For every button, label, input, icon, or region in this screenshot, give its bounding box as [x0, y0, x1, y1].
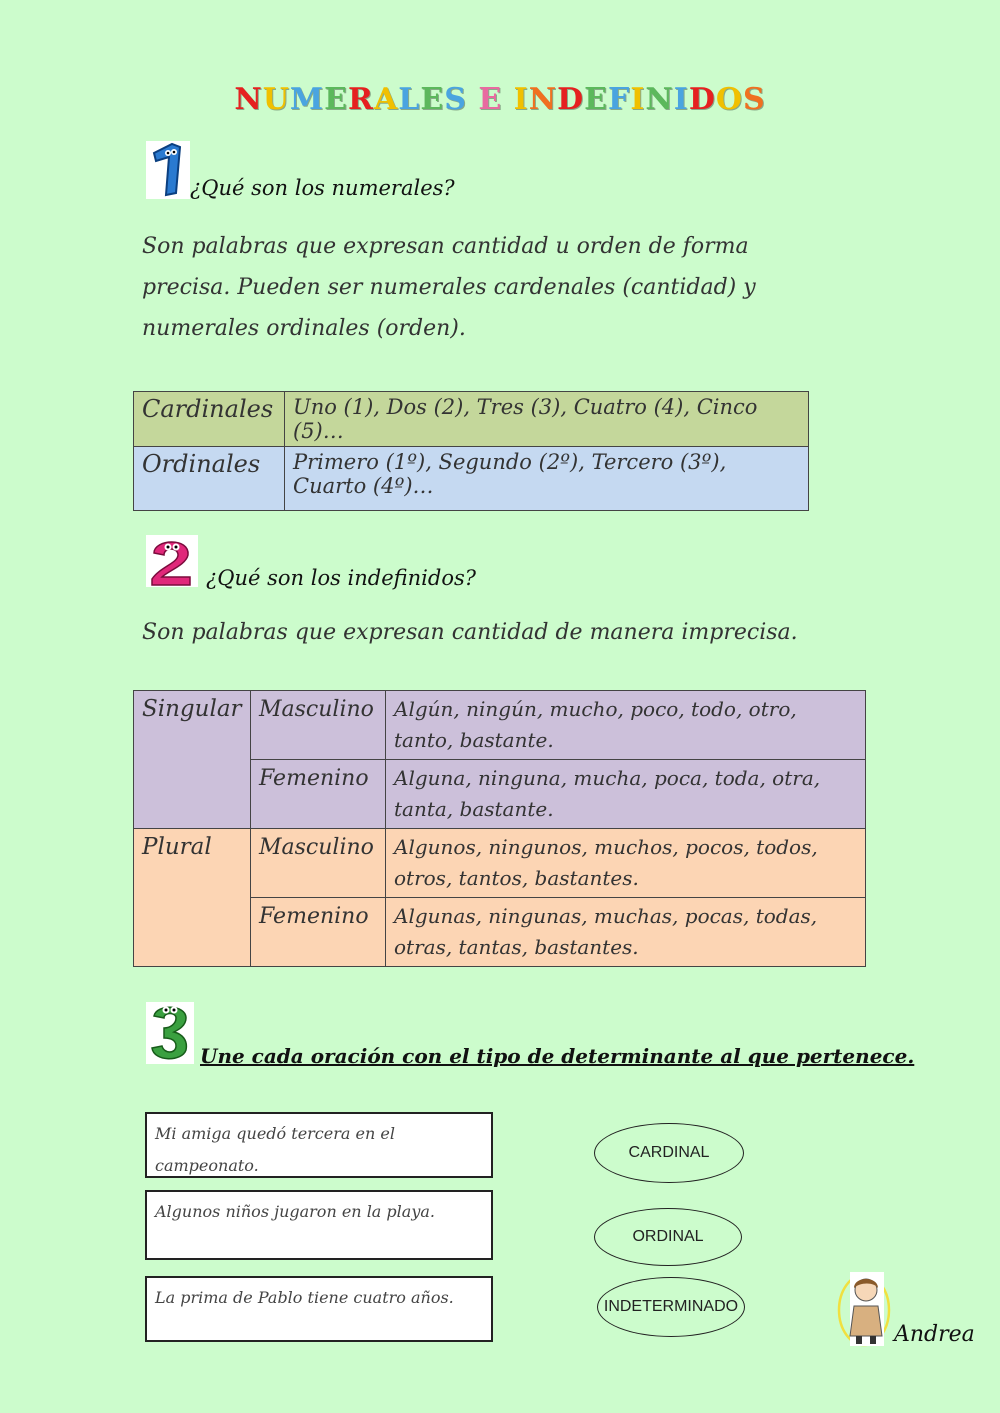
number-one-icon: [146, 141, 190, 199]
table-cell-value: Primero (1º), Segundo (2º), Tercero (3º), Cuarto (4º)…: [285, 447, 809, 511]
title-letter: E: [420, 82, 445, 117]
table-row: [134, 392, 809, 447]
title-letter: I: [673, 82, 689, 117]
words-cell: Algún, ningún, mucho, poco, todo, otro, tanto, bastante.: [386, 691, 866, 760]
section1-text: Son palabras que expresan cantidad u orden de forma precisa. Pueden ser numerales cardenales (cantidad) y numerales ordinales (orden).: [142, 234, 756, 341]
title-letter: D: [557, 82, 585, 117]
number-two-icon: [146, 535, 198, 587]
title-letter: [467, 82, 478, 117]
title-letter: D: [688, 82, 716, 117]
table-cell-label: Cardinales: [134, 392, 285, 447]
title-letter: L: [398, 82, 421, 117]
title-letter: F: [608, 82, 631, 117]
section1-heading: ¿Qué son los numerales?: [190, 176, 455, 200]
title-letter: S: [444, 82, 467, 117]
gender-cell: Masculino: [251, 691, 386, 760]
page-title: [0, 82, 1000, 117]
number-three-icon: [146, 1002, 194, 1064]
section2-text: Son palabras que expresan cantidad de manera imprecisa.: [142, 620, 798, 645]
title-letter: E: [478, 82, 503, 117]
words-cell: Algunas, ningunas, muchas, pocas, todas, otras, tantas, bastantes.: [386, 898, 866, 967]
sentence-box[interactable]: La prima de Pablo tiene cuatro años.: [145, 1276, 493, 1342]
table-row: [134, 691, 866, 760]
title-letter: S: [743, 82, 766, 117]
title-letter: N: [234, 82, 263, 117]
numerales-table: [133, 391, 809, 511]
section2-heading: ¿Qué son los indefinidos?: [206, 566, 477, 590]
table-row: [134, 829, 866, 898]
table-cell-label: Ordinales: [134, 447, 285, 511]
option-ordinal[interactable]: ORDINAL: [594, 1208, 742, 1266]
option-indeterminado[interactable]: INDETERMINADO: [597, 1277, 745, 1337]
table-row: [134, 447, 809, 511]
indefinidos-table: [133, 690, 866, 967]
title-letter: A: [373, 82, 399, 117]
title-letter: E: [324, 82, 349, 117]
title-letter: N: [645, 82, 674, 117]
title-letter: I: [630, 82, 646, 117]
gender-cell: Femenino: [251, 760, 386, 829]
title-letter: I: [513, 82, 529, 117]
title-letter: N: [528, 82, 558, 117]
title-letter: E: [584, 82, 609, 117]
gender-cell: Femenino: [251, 898, 386, 967]
title-letter: M: [289, 82, 325, 117]
title-letter: U: [262, 82, 290, 117]
gender-cell: Masculino: [251, 829, 386, 898]
title-letter: [502, 82, 513, 117]
title-letter: O: [715, 82, 743, 117]
signature: Andrea: [894, 1322, 975, 1347]
option-cardinal[interactable]: CARDINAL: [594, 1123, 744, 1183]
words-cell: Alguna, ninguna, mucha, poca, toda, otra, tanta, bastante.: [386, 760, 866, 829]
section3-heading: Une cada oración con el tipo de determinante al que pertenece.: [200, 1044, 915, 1068]
singular-label: Singular: [134, 691, 251, 829]
table-cell-value: Uno (1), Dos (2), Tres (3), Cuatro (4), Cinco (5)…: [285, 392, 809, 447]
title-letter: R: [348, 82, 374, 117]
sentence-box[interactable]: Algunos niños jugaron en la playa.: [145, 1190, 493, 1260]
author-avatar-icon: [836, 1270, 896, 1348]
words-cell: Algunos, ningunos, muchos, pocos, todos, otros, tantos, bastantes.: [386, 829, 866, 898]
sentence-box[interactable]: Mi amiga quedó tercera en el campeonato.: [145, 1112, 493, 1178]
plural-label: Plural: [134, 829, 251, 967]
